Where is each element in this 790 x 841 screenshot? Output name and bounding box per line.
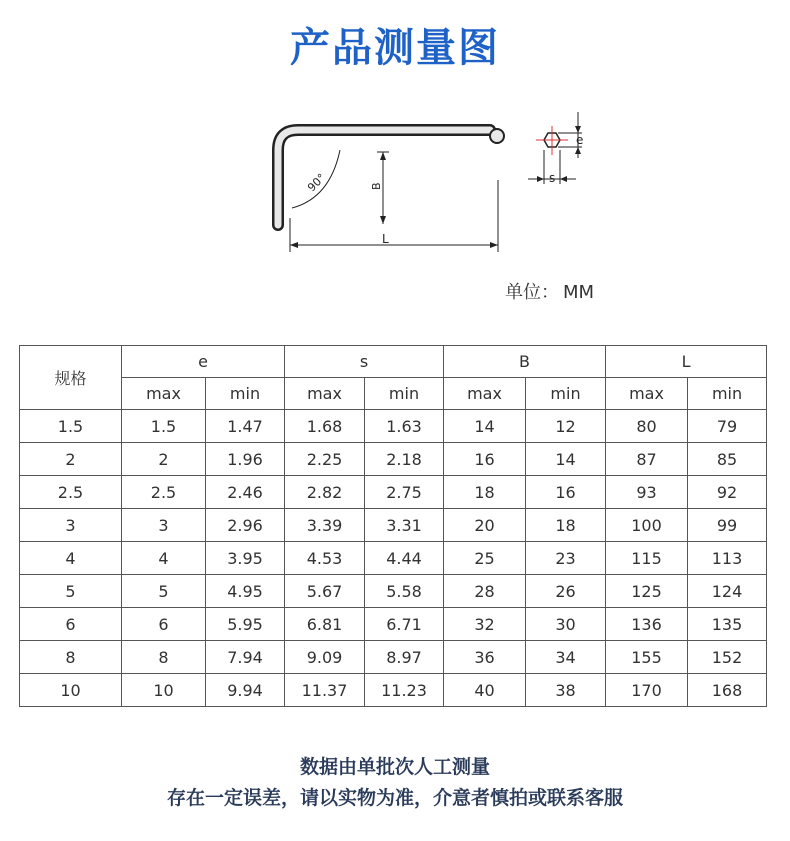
table-cell: 2.18 [365, 443, 444, 476]
table-cell: 4.44 [365, 542, 444, 575]
table-cell: 40 [444, 674, 526, 707]
table-cell: 4.53 [285, 542, 365, 575]
table-cell: 3 [122, 509, 206, 542]
table-cell: 80 [606, 410, 688, 443]
table-cell: 6 [20, 608, 122, 641]
table-row [20, 443, 767, 476]
angle-label: 90° [305, 171, 329, 195]
dim-l-label: L [382, 232, 389, 246]
table-cell: 28 [444, 575, 526, 608]
table-cell: 5.58 [365, 575, 444, 608]
table-cell: 4.95 [206, 575, 285, 608]
table-cell: 30 [526, 608, 606, 641]
table-cell: 2.75 [365, 476, 444, 509]
table-cell: 113 [688, 542, 767, 575]
table-cell: 2.5 [122, 476, 206, 509]
table-cell: 2.96 [206, 509, 285, 542]
table-row [20, 410, 767, 443]
dim-s-label: s [549, 171, 556, 185]
table-cell: 14 [526, 443, 606, 476]
table-cell: 2 [20, 443, 122, 476]
table-cell: 3.39 [285, 509, 365, 542]
header-max: max [122, 378, 206, 410]
table-cell: 8 [20, 641, 122, 674]
table-cell: 4 [20, 542, 122, 575]
table-cell: 4 [122, 542, 206, 575]
table-cell: 18 [526, 509, 606, 542]
table-cell: 1.5 [122, 410, 206, 443]
table-cell: 1.96 [206, 443, 285, 476]
header-max: max [444, 378, 526, 410]
table-cell: 6.81 [285, 608, 365, 641]
hex-key-outline [278, 130, 490, 225]
table-cell: 92 [688, 476, 767, 509]
table-cell: 5 [122, 575, 206, 608]
table-cell: 10 [122, 674, 206, 707]
table-cell: 14 [444, 410, 526, 443]
spec-table-body [20, 346, 767, 707]
table-cell: 3.95 [206, 542, 285, 575]
header-spec: 规格 [20, 346, 122, 410]
table-cell: 2 [122, 443, 206, 476]
table-cell: 1.68 [285, 410, 365, 443]
table-cell: 168 [688, 674, 767, 707]
table-cell: 135 [688, 608, 767, 641]
table-row [20, 575, 767, 608]
table-cell: 38 [526, 674, 606, 707]
table-cell: 36 [444, 641, 526, 674]
table-cell: 9.09 [285, 641, 365, 674]
table-cell: 9.94 [206, 674, 285, 707]
table-row [20, 542, 767, 575]
table-cell: 23 [526, 542, 606, 575]
table-cell: 3.31 [365, 509, 444, 542]
table-cell: 32 [444, 608, 526, 641]
table-cell: 1.47 [206, 410, 285, 443]
table-cell: 6 [122, 608, 206, 641]
table-cell: 8 [122, 641, 206, 674]
header-group-b: B [444, 346, 606, 378]
table-cell: 99 [688, 509, 767, 542]
unit-text: 单位： [505, 282, 559, 303]
spec-table [19, 345, 767, 707]
table-cell: 2.46 [206, 476, 285, 509]
table-cell: 1.5 [20, 410, 122, 443]
dim-b-label: B [370, 182, 383, 190]
table-cell: 152 [688, 641, 767, 674]
table-cell: 79 [688, 410, 767, 443]
table-row [20, 608, 767, 641]
table-row [20, 641, 767, 674]
table-header-row [20, 346, 767, 378]
table-cell: 18 [444, 476, 526, 509]
table-cell: 5.67 [285, 575, 365, 608]
table-cell: 1.63 [365, 410, 444, 443]
unit-label [505, 278, 594, 304]
table-cell: 26 [526, 575, 606, 608]
table-cell: 6.71 [365, 608, 444, 641]
table-cell: 136 [606, 608, 688, 641]
table-cell: 11.23 [365, 674, 444, 707]
table-cell: 3 [20, 509, 122, 542]
table-cell: 12 [526, 410, 606, 443]
header-group-s: s [285, 346, 444, 378]
table-cell: 10 [20, 674, 122, 707]
header-max: max [285, 378, 365, 410]
table-cell: 8.97 [365, 641, 444, 674]
table-cell: 85 [688, 443, 767, 476]
table-cell: 93 [606, 476, 688, 509]
header-group-l: L [606, 346, 767, 378]
header-min: min [206, 378, 285, 410]
table-cell: 7.94 [206, 641, 285, 674]
table-cell: 2.82 [285, 476, 365, 509]
table-cell: 170 [606, 674, 688, 707]
table-cell: 34 [526, 641, 606, 674]
header-min: min [365, 378, 444, 410]
ball-end [490, 129, 504, 143]
hex-key-drawing [240, 100, 600, 260]
table-cell: 20 [444, 509, 526, 542]
table-cell: 2.25 [285, 443, 365, 476]
footer-note-2: 存在一定误差，请以实物为准，介意者慎拍或联系客服 [166, 787, 623, 809]
table-cell: 11.37 [285, 674, 365, 707]
table-cell: 125 [606, 575, 688, 608]
table-cell: 87 [606, 443, 688, 476]
table-subheader-row [20, 378, 767, 410]
table-cell: 115 [606, 542, 688, 575]
unit-value: MM [563, 282, 595, 303]
page-title: 产品测量图 [290, 25, 500, 71]
table-cell: 25 [444, 542, 526, 575]
table-cell: 16 [444, 443, 526, 476]
table-cell: 5 [20, 575, 122, 608]
table-cell: 155 [606, 641, 688, 674]
table-cell: 124 [688, 575, 767, 608]
dim-e-label: e [576, 133, 584, 147]
table-row [20, 509, 767, 542]
header-min: min [688, 378, 767, 410]
table-row [20, 476, 767, 509]
footer-note-1: 数据由单批次人工测量 [299, 756, 490, 778]
table-cell: 5.95 [206, 608, 285, 641]
header-min: min [526, 378, 606, 410]
table-cell: 2.5 [20, 476, 122, 509]
header-max: max [606, 378, 688, 410]
header-group-e: e [122, 346, 285, 378]
table-cell: 100 [606, 509, 688, 542]
table-row [20, 674, 767, 707]
table-cell: 16 [526, 476, 606, 509]
